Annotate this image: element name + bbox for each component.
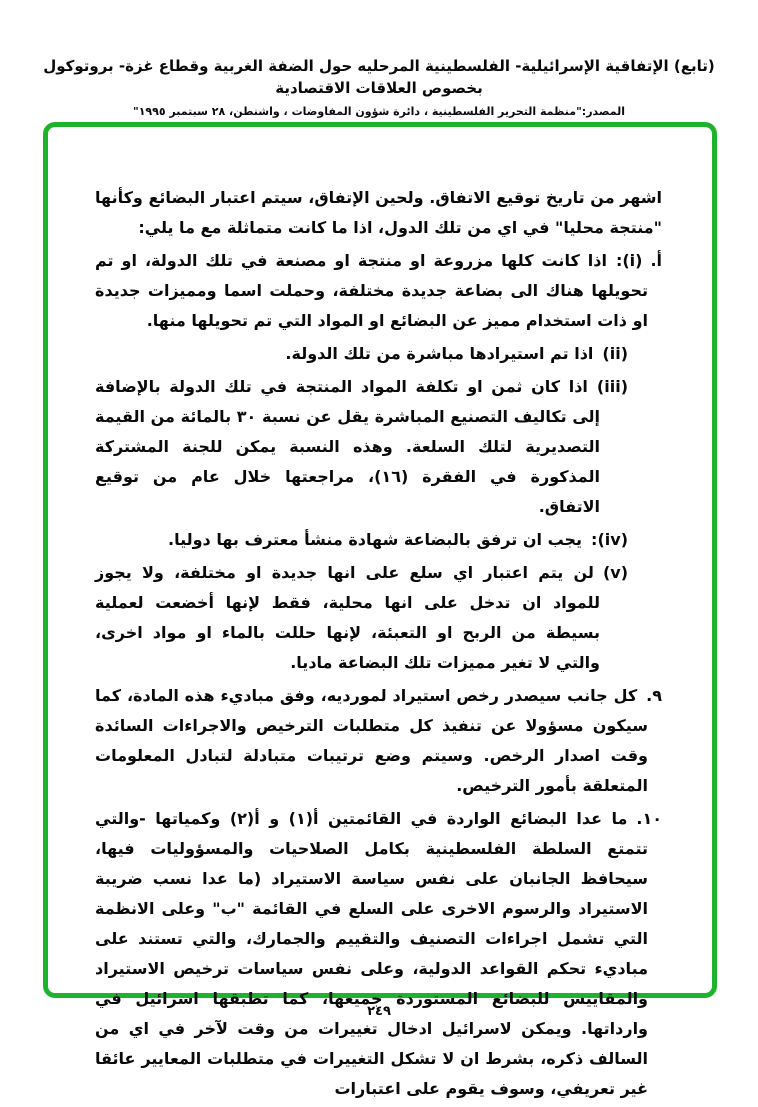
item-text: اذا كان ثمن او تكلفة المواد المنتجة في تلك الدولة بالإضافة إلى تكاليف التصنيع المباشرة يقل عن نسبة ٣٠ بالمائة من القيمة التصديرية لتلك السلعة. وهذه النسبة يمكن للجنة المشتركة المذكورة في الفقرة (١٦)، مراجعتها خلال عام من توقيع الاتفاق. — [95, 377, 601, 516]
item-text: يجب ان ترفق بالبضاعة شهادة منشأ معترف بها دوليا. — [167, 530, 583, 549]
item-text: كل جانب سيصدر رخص استيراد لمورديه، وفق مباديء هذه المادة، كما سيكون مسؤولا عن تنفيذ كل متطلبات الترخيص والاجراءات السائدة وقت اصدار الرخص. وسيتم وضع ترتيبات متبادلة لتبادل المعلومات المتعلقة بأمور الترخيص. — [95, 686, 648, 795]
item-marker: (iv): — [591, 530, 628, 549]
document-header — [0, 55, 758, 118]
item-text: اذا تم استيرادها مباشرة من تلك الدولة. — [285, 344, 594, 363]
page-number: ٢٤٩ — [367, 1004, 391, 1019]
item-marker: ١٠. — [636, 809, 663, 828]
item-iii — [95, 372, 628, 522]
item-10 — [95, 804, 662, 1104]
intro-paragraph — [95, 183, 662, 243]
item-marker: ٩. — [646, 686, 662, 705]
item-ii — [95, 339, 628, 369]
item-marker: (ii) — [602, 344, 628, 363]
header-title: (تابع) الإتفاقية الإسرائيلية- الفلسطينية المرحليه حول الضفة الغربية وقطاع غزة- بروتوكول بخصوص العلاقات الاقتصادية — [43, 57, 715, 97]
item-marker: (v) — [602, 563, 628, 582]
item-text: لن يتم اعتبار اي سلع على انها جديدة او مختلفة، ولا يجوز للمواد ان تدخل على انها محلية، فقط لإنها أخضعت لعملية بسيطة من الربح او التعبئة، لإنها حللت بالماء او مواد اخرى، والتي لا تغير مميزات تلك البضاعة ماديا. — [95, 563, 600, 672]
item-a-i — [95, 246, 662, 336]
intro-text: اشهر من تاريخ توقيع الاتفاق. ولحين الإتفاق، سيتم اعتبار البضائع وكأنها "منتجة محليا" في اي من تلك الدول، اذا ما كانت متماثلة مع ما يلي: — [95, 188, 662, 237]
item-iv — [95, 525, 628, 555]
item-text: اذا كانت كلها مزروعة او منتجة او مصنعة في تلك الدولة، او تم تحويلها هناك الى بضاعة جديدة مختلفة، وحملت اسما ومميزات جديدة او ذات استخدام مميز عن البضائع او المواد التي تم تحويلها منها. — [95, 251, 648, 330]
body-text — [95, 183, 662, 1107]
item-9 — [95, 681, 662, 801]
item-text: ما عدا البضائع الواردة في القائمتين أ(١) و أ(٢) وكمياتها -والتي تتمتع السلطة الفلسطينية بكامل الصلاحيات والمسؤوليات فيها، سيحافظ الجانبان على نفس سياسة الاستيراد (ما عدا نسب ضريبة الاستيراد والرسوم الاخرى على السلع في القائمة "ب" وعلى الانظمة التي تشمل اجراءات التصنيف والتقييم والجمارك، والتي تستند على مباديء تحكم القواعد الدولية، وعلى نفس سياسات ترخيص الاستيراد والمقاييس للبضائع المستوردة جميعها، كما تطبقها اسرائيل في وارداتها. ويمكن لاسرائيل ادخال تغييرات من وقت لآخر في اي من السالف ذكره، بشرط ان لا تشكل التغييرات في متطلبات المعايير عائقا غير تعريفي، وسوف يقوم على اعتبارات — [95, 809, 648, 1098]
item-v — [95, 558, 628, 678]
item-marker: (iii) — [596, 377, 628, 396]
item-marker: أ. (i): — [615, 251, 663, 270]
header-source: المصدر:"منظمة التحرير الفلسطينية ، دائرة شؤون المفاوضات ، واشنطن، ٢٨ سبتمبر ١٩٩٥" — [132, 105, 626, 118]
